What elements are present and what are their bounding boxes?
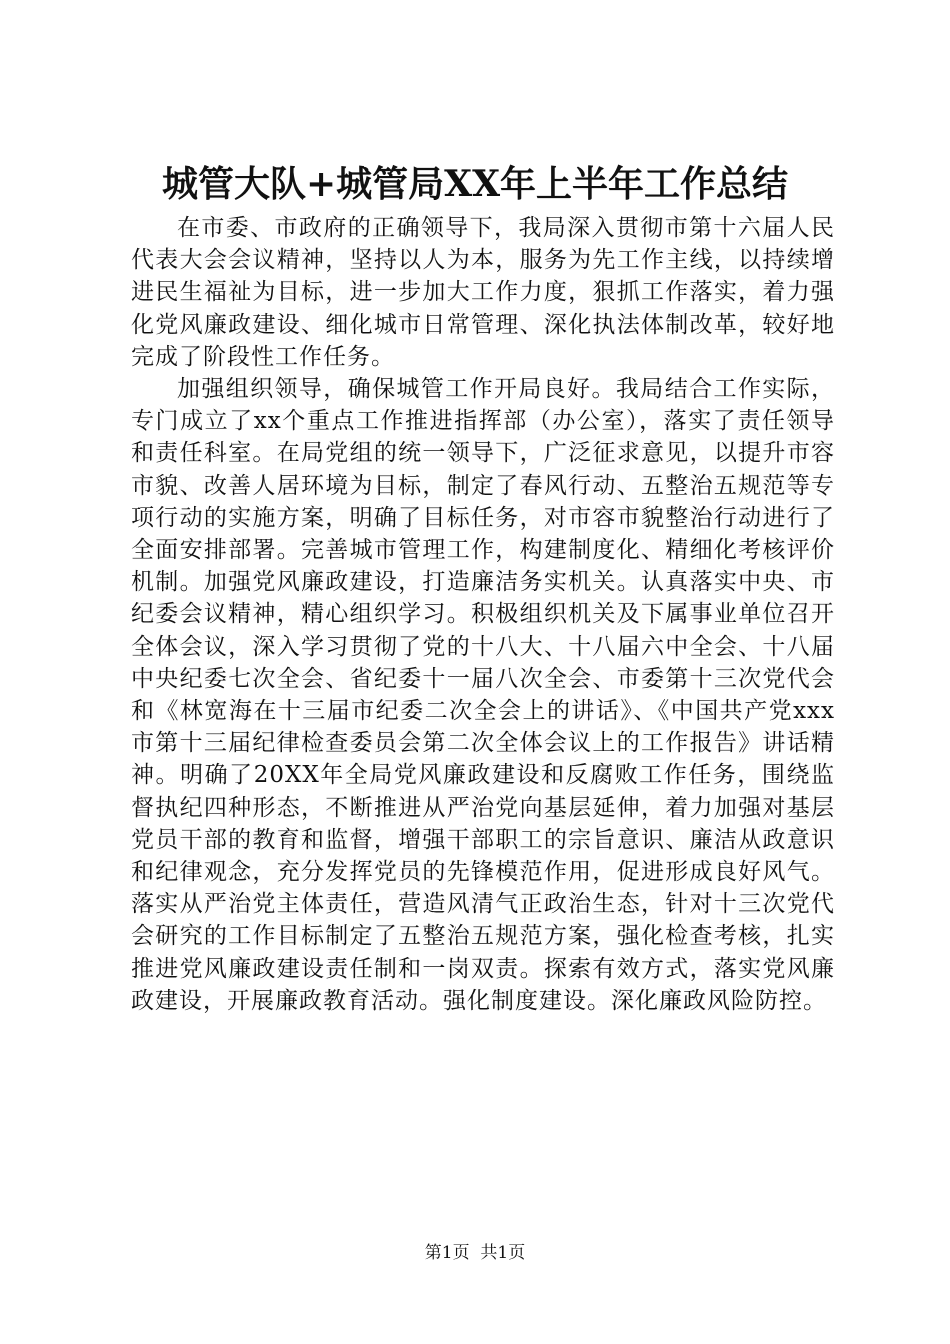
document-title: 城管大队+城管局XX年上半年工作总结 [161, 163, 789, 205]
paragraph-intro: 在市委、市政府的正确领导下，我局深入贯彻市第十六届人民代表大会会议精神，坚持以人为本，服务为先工作主线，以持续增进民生福祉为目标，进一步加大工作力度，狠抓工作落实，着力强化党风廉政建设、细化城市日常管理、深化执法体制改革，较好地完成了阶段性工作任务。 [131, 215, 835, 370]
paragraph-organization: 加强组织领导，确保城管工作开局良好。我局结合工作实际，专门成立了xx个重点工作推进指挥部（办公室），落实了责任领导和责任科室。在局党组的统一领导下，广泛征求意见，以提升市容市貌、改善人居环境为目标，制定了春风行动、五整治五规范等专项行动的实施方案，明确了目标任务，对市容市貌整治行动进行了全面安排部署。完善城市管理工作，构建制度化、精细化考核评价机制。加强党风廉政建设，打造廉洁务实机关。认真落实中央、市纪委会议精神，精心组织学习。积极组织机关及下属事业单位召开全体会议，深入学习贯彻了党的十八大、十八届六中全会、十八届中央纪委七次全会、省纪委十一届八次全会、市委第十三次党代会和《林宽海在十三届市纪委二次全会上的讲话》、《中国共产党xxx市第十三届纪律检查委员会第二次全体会议上的工作报告》讲话精神。明确了20XX年全局党风廉政建设和反腐败工作任务，围绕监督执纪四种形态，不断推进从严治党向基层延伸，着力加强对基层党员干部的教育和监督，增强干部职工的宗旨意识、廉洁从政意识和纪律观念，充分发挥党员的先锋模范作用，促进形成良好风气。落实从严治党主体责任，营造风清气正政治生态，针对十三次党代会研究的工作目标制定了五整治五规范方案，强化检查考核，扎实推进党风廉政建设责任制和一岗双责。探索有效方式，落实党风廉政建设，开展廉政教育活动。强化制度建设。深化廉政风险防控。 [131, 376, 835, 1014]
document-body [131, 212, 835, 1017]
page-footer: 第1页 共1页 [424, 1243, 526, 1263]
